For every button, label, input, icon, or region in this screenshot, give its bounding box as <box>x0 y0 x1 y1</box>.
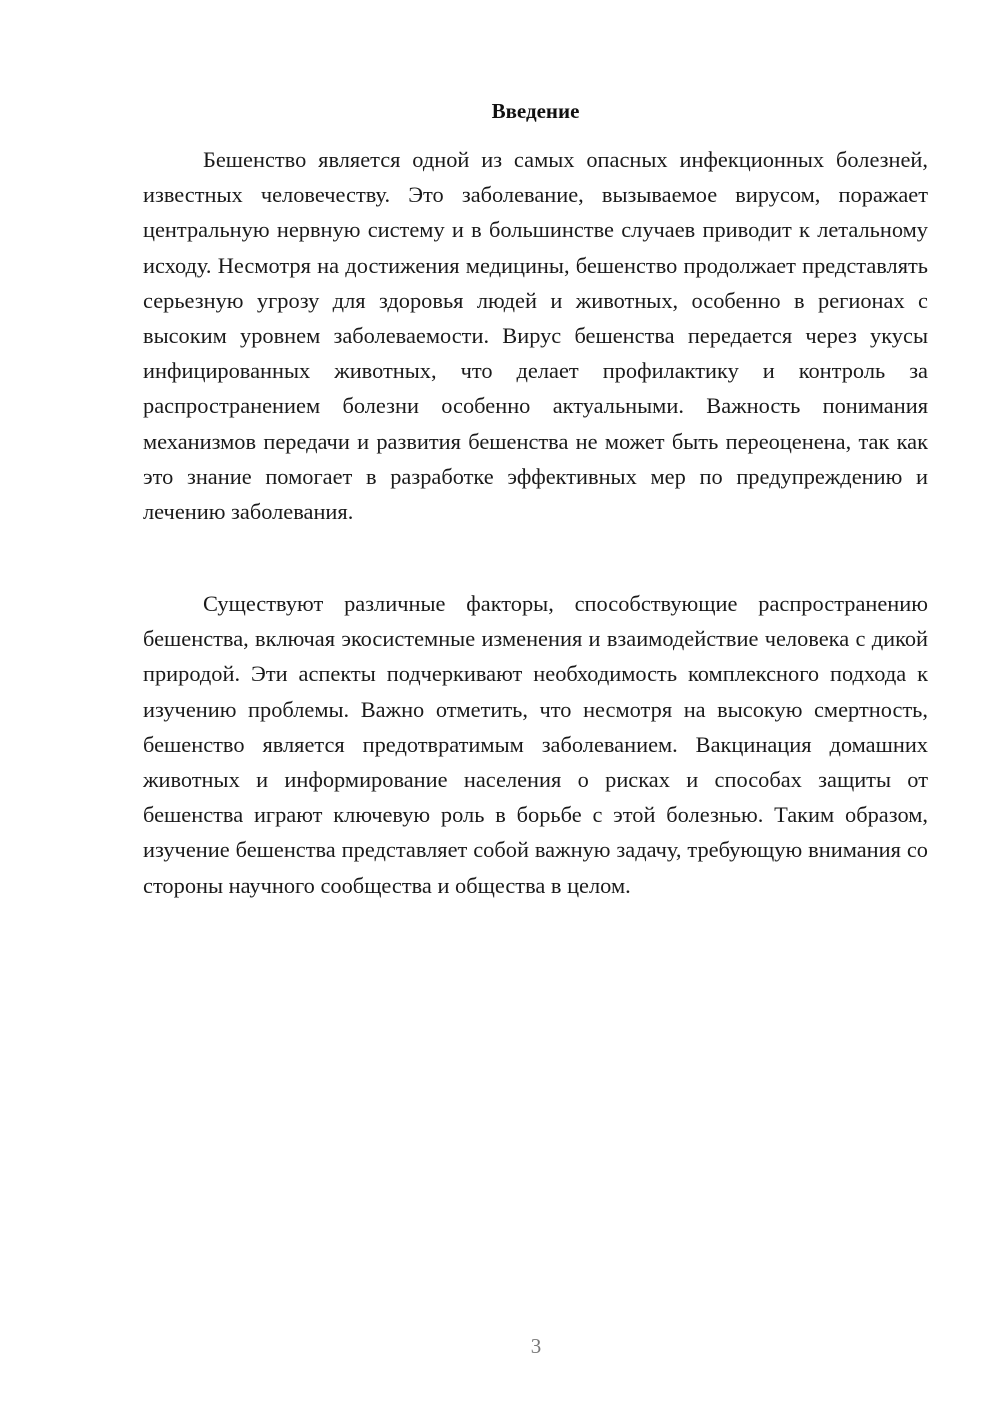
section-title: Введение <box>491 99 580 123</box>
paragraph-2: Существуют различные факторы, способствующие распространению бешенства, включая экосистемные изменения и взаимодействие человека с дикой природой. Эти аспекты подчеркивают необходимость комплексного подхода к изучению проблемы. Важно отметить, что несмотря на высокую смертность, бешенство является предотвратимым заболеванием. Вакцинация домашних животных и информирование населения о рисках и способах защиты от бешенства играют ключевую роль в борьбе с этой болезнью. Таким образом, изучение бешенства представляет собой важную задачу, требующую внимания со стороны научного сообщества и общества в целом. <box>143 591 928 898</box>
paragraph-1: Бешенство является одной из самых опасных инфекционных болезней, известных человечеству. Это заболевание, вызываемое вирусом, поражает центральную нервную систему и в большинстве случаев приводит к летальному исходу. Несмотря на достижения медицины, бешенство продолжает представлять серьезную угрозу для здоровья людей и животных, особенно в регионах с высоким уровнем заболеваемости. Вирус бешенства передается через укусы инфицированных животных, что делает профилактику и контроль за распространением болезни особенно актуальными. Важность понимания механизмов передачи и развития бешенства не может быть переоценена, так как это знание помогает в разработке эффективных мер по предупреждению и лечению заболевания. <box>143 147 928 525</box>
page-number: 3 <box>530 1334 542 1358</box>
